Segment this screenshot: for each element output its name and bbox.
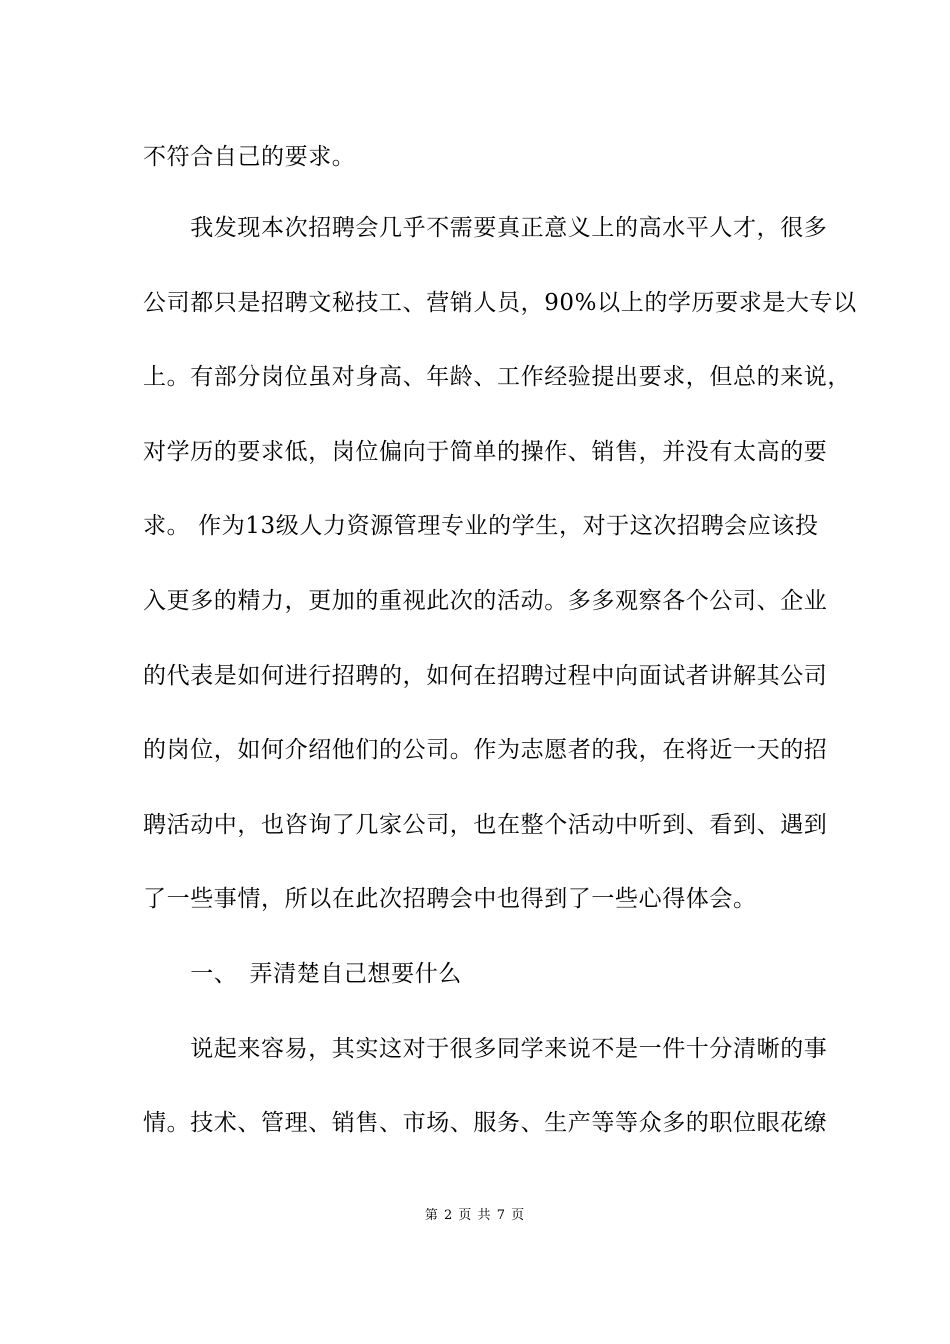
text-line: 不符合自己的要求。 [143,144,356,170]
text-line: 说起来容易，其实这对于很多同学来说不是一件十分清晰的事 [143,1036,828,1062]
text-line: 公司都只是招聘文秘技工、营销人员，90%以上的学历要求是大专以 [143,290,857,316]
text-line: 了一些事情，所以在此次招聘会中也得到了一些心得体会。 [143,886,757,912]
text-line: 情。技术、管理、销售、市场、服务、生产等等众多的职位眼花缭 [143,1110,828,1136]
text-line: 的代表是如何进行招聘的，如何在招聘过程中向面试者讲解其公司 [143,663,828,689]
text-line: 对学历的要求低，岗位偏向于简单的操作、销售，并没有太高的要 [143,439,828,465]
text-line: 我发现本次招聘会几乎不需要真正意义上的高水平人才，很多 [143,215,828,241]
section-heading: 一、 弄清楚自己想要什么 [143,961,462,987]
page-number-footer: 第 2 页 共 7 页 [424,1208,526,1223]
text-line: 上。有部分岗位虽对身高、年龄、工作经验提出要求，但总的来说， [143,364,851,390]
text-line: 聘活动中，也咨询了几家公司，也在整个活动中听到、看到、遇到 [143,812,828,838]
text-line: 的岗位，如何介绍他们的公司。作为志愿者的我，在将近一天的招 [143,737,828,763]
text-line: 入更多的精力，更加的重视此次的活动。多多观察各个公司、企业 [143,588,828,614]
text-line: 求。 作为13级人力资源管理专业的学生，对于这次招聘会应该投 [143,513,819,539]
